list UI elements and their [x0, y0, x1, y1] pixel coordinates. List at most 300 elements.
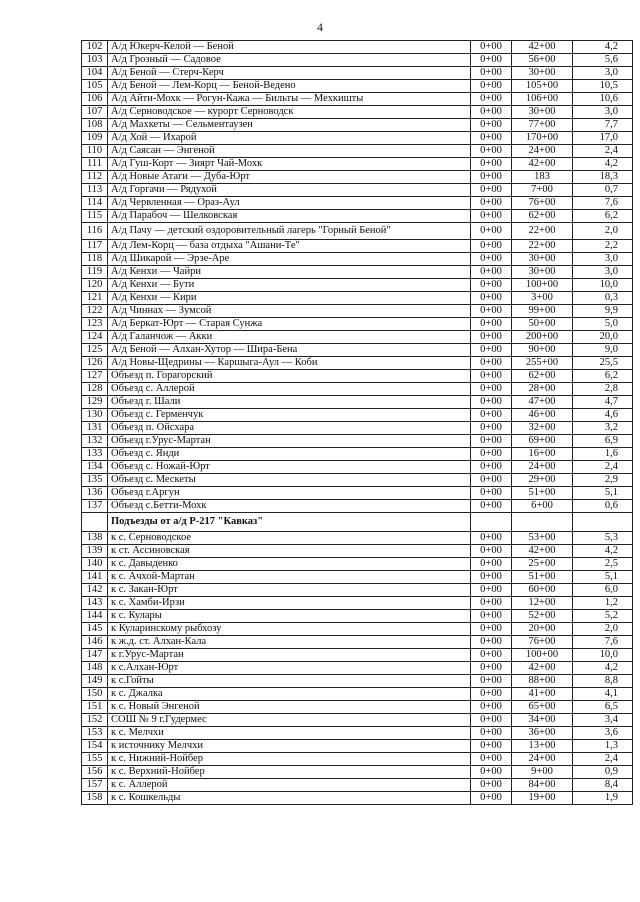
length-km: 4,6 [573, 409, 633, 422]
end-km: 170+00 [512, 132, 573, 145]
length-km: 2,9 [573, 474, 633, 487]
table-row [82, 370, 633, 383]
table-row [82, 93, 633, 106]
road-name: А/д Шикарой — Эрзе-Аре [108, 253, 471, 266]
road-name: к Куларинскому рыбхозу [108, 623, 471, 636]
end-km: 25+00 [512, 558, 573, 571]
road-name: А/д Махкеты — Сельментаузен [108, 119, 471, 132]
road-name: к с. Закан-Юрт [108, 584, 471, 597]
road-name: к с.Гойты [108, 675, 471, 688]
road-name: к источнику Мелчхи [108, 740, 471, 753]
row-number: 139 [82, 545, 108, 558]
end-km: 105+00 [512, 80, 573, 93]
row-number: 141 [82, 571, 108, 584]
road-name: А/д Горгачи — Рядухой [108, 184, 471, 197]
length-km: 8,4 [573, 779, 633, 792]
end-km: 53+00 [512, 532, 573, 545]
start-km: 0+00 [471, 158, 512, 171]
length-km: 0,7 [573, 184, 633, 197]
row-number: 135 [82, 474, 108, 487]
road-name: к с. Серноводское [108, 532, 471, 545]
start-km: 0+00 [471, 448, 512, 461]
end-km: 9+00 [512, 766, 573, 779]
row-number: 124 [82, 331, 108, 344]
road-name: к с. Давыденко [108, 558, 471, 571]
end-km: 56+00 [512, 54, 573, 67]
table-row [82, 779, 633, 792]
length-km: 9,0 [573, 344, 633, 357]
road-name: к с. Джалка [108, 688, 471, 701]
length-km: 7,6 [573, 197, 633, 210]
end-km: 84+00 [512, 779, 573, 792]
road-name: А/д Галанчож — Акки [108, 331, 471, 344]
road-name: А/д Беной — Лем-Корц — Беной-Ведено [108, 80, 471, 93]
end-km: 100+00 [512, 279, 573, 292]
table-row [82, 500, 633, 513]
length-km: 9,9 [573, 305, 633, 318]
row-number: 158 [82, 792, 108, 805]
table-body-approaches [82, 532, 633, 805]
start-km: 0+00 [471, 766, 512, 779]
end-km: 42+00 [512, 41, 573, 54]
end-km: 46+00 [512, 409, 573, 422]
length-km: 5,1 [573, 487, 633, 500]
end-km: 16+00 [512, 448, 573, 461]
start-km: 0+00 [471, 500, 512, 513]
row-number: 128 [82, 383, 108, 396]
table-row [82, 584, 633, 597]
table-row [82, 318, 633, 331]
table-row [82, 132, 633, 145]
length-km: 4,2 [573, 545, 633, 558]
row-number: 138 [82, 532, 108, 545]
end-km: 34+00 [512, 714, 573, 727]
end-km: 24+00 [512, 461, 573, 474]
table-row [82, 792, 633, 805]
length-km: 3,4 [573, 714, 633, 727]
road-name: А/д Новые Атаги — Дуба-Юрт [108, 171, 471, 184]
table-row [82, 649, 633, 662]
length-km: 1,3 [573, 740, 633, 753]
road-name: А/д Пачу — детский оздоровительный лагерь "Горный Беной" [108, 223, 471, 240]
end-km: 36+00 [512, 727, 573, 740]
end-km: 42+00 [512, 545, 573, 558]
row-number: 104 [82, 67, 108, 80]
road-name: Объезд с. Аллерой [108, 383, 471, 396]
road-name: к с. Хамби-Ирзи [108, 597, 471, 610]
row-number: 133 [82, 448, 108, 461]
table-row [82, 240, 633, 253]
page-number: 4 [317, 20, 323, 34]
length-km: 6,2 [573, 370, 633, 383]
start-km: 0+00 [471, 67, 512, 80]
table-row [82, 675, 633, 688]
row-number: 156 [82, 766, 108, 779]
section-from-cell [471, 513, 512, 532]
row-number: 114 [82, 197, 108, 210]
table-row [82, 753, 633, 766]
start-km: 0+00 [471, 197, 512, 210]
length-km: 4,2 [573, 662, 633, 675]
road-name: А/д Кенхи — Кири [108, 292, 471, 305]
road-name: А/д Грозный — Садовое [108, 54, 471, 67]
row-number: 131 [82, 422, 108, 435]
end-km: 69+00 [512, 435, 573, 448]
start-km: 0+00 [471, 701, 512, 714]
table-row [82, 253, 633, 266]
length-km: 6,9 [573, 435, 633, 448]
end-km: 255+00 [512, 357, 573, 370]
start-km: 0+00 [471, 119, 512, 132]
end-km: 183 [512, 171, 573, 184]
row-number: 112 [82, 171, 108, 184]
row-number: 145 [82, 623, 108, 636]
length-km: 4,7 [573, 396, 633, 409]
road-name: А/д Кенхи — Чайри [108, 266, 471, 279]
table-row [82, 714, 633, 727]
end-km: 30+00 [512, 67, 573, 80]
start-km: 0+00 [471, 266, 512, 279]
road-name: к ж.д. ст. Алхан-Кала [108, 636, 471, 649]
end-km: 19+00 [512, 792, 573, 805]
start-km: 0+00 [471, 344, 512, 357]
table-row [82, 67, 633, 80]
end-km: 6+00 [512, 500, 573, 513]
road-name: к с. Новый Энгеной [108, 701, 471, 714]
row-number: 152 [82, 714, 108, 727]
row-number: 122 [82, 305, 108, 318]
end-km: 106+00 [512, 93, 573, 106]
table-row [82, 487, 633, 500]
row-number: 142 [82, 584, 108, 597]
start-km: 0+00 [471, 318, 512, 331]
road-name: А/д Чиннах — Зумсой [108, 305, 471, 318]
section-row [82, 513, 633, 532]
row-number: 107 [82, 106, 108, 119]
row-number: 102 [82, 41, 108, 54]
row-number: 120 [82, 279, 108, 292]
table-row [82, 171, 633, 184]
start-km: 0+00 [471, 171, 512, 184]
length-km: 0,3 [573, 292, 633, 305]
start-km: 0+00 [471, 210, 512, 223]
end-km: 20+00 [512, 623, 573, 636]
row-number: 137 [82, 500, 108, 513]
start-km: 0+00 [471, 740, 512, 753]
length-km: 2,5 [573, 558, 633, 571]
length-km: 17,0 [573, 132, 633, 145]
start-km: 0+00 [471, 370, 512, 383]
start-km: 0+00 [471, 688, 512, 701]
start-km: 0+00 [471, 357, 512, 370]
row-number: 125 [82, 344, 108, 357]
end-km: 22+00 [512, 240, 573, 253]
road-name: А/д Айти-Мохк — Рогун-Кажа — Бильты — Мехкишты [108, 93, 471, 106]
length-km: 2,8 [573, 383, 633, 396]
start-km: 0+00 [471, 132, 512, 145]
length-km: 18,3 [573, 171, 633, 184]
table-row [82, 688, 633, 701]
row-number: 150 [82, 688, 108, 701]
end-km: 12+00 [512, 597, 573, 610]
table-row [82, 435, 633, 448]
road-name: к с. Нижний-Нойбер [108, 753, 471, 766]
table-row [82, 106, 633, 119]
row-number: 106 [82, 93, 108, 106]
table-row [82, 279, 633, 292]
road-name: Объезд с. Герменчук [108, 409, 471, 422]
road-name: А/д Парабоч — Шелковская [108, 210, 471, 223]
start-km: 0+00 [471, 253, 512, 266]
length-km: 5,6 [573, 54, 633, 67]
row-number: 154 [82, 740, 108, 753]
start-km: 0+00 [471, 714, 512, 727]
start-km: 0+00 [471, 240, 512, 253]
table-row [82, 357, 633, 370]
length-km: 7,7 [573, 119, 633, 132]
length-km: 6,2 [573, 210, 633, 223]
end-km: 62+00 [512, 210, 573, 223]
end-km: 76+00 [512, 636, 573, 649]
row-number: 147 [82, 649, 108, 662]
row-number: 144 [82, 610, 108, 623]
road-name: А/д Беркат-Юрт — Старая Сунжа [108, 318, 471, 331]
length-km: 1,6 [573, 448, 633, 461]
row-number: 111 [82, 158, 108, 171]
road-name: Объезд с.Бетти-Мохк [108, 500, 471, 513]
end-km: 76+00 [512, 197, 573, 210]
table-row [82, 41, 633, 54]
start-km: 0+00 [471, 106, 512, 119]
road-name: А/д Юкерч-Келой — Беной [108, 41, 471, 54]
end-km: 41+00 [512, 688, 573, 701]
start-km: 0+00 [471, 223, 512, 240]
road-name: Объезд с. Ножай-Юрт [108, 461, 471, 474]
row-number: 130 [82, 409, 108, 422]
end-km: 99+00 [512, 305, 573, 318]
row-number: 132 [82, 435, 108, 448]
length-km: 2,0 [573, 623, 633, 636]
row-number: 105 [82, 80, 108, 93]
road-name: Объезд с. Янди [108, 448, 471, 461]
table-row [82, 305, 633, 318]
end-km: 24+00 [512, 145, 573, 158]
table-row [82, 409, 633, 422]
length-km: 2,2 [573, 240, 633, 253]
end-km: 65+00 [512, 701, 573, 714]
length-km: 8,8 [573, 675, 633, 688]
road-name: Объезд г. Шали [108, 396, 471, 409]
start-km: 0+00 [471, 610, 512, 623]
row-number: 117 [82, 240, 108, 253]
row-number: 108 [82, 119, 108, 132]
table-row [82, 223, 633, 240]
end-km: 32+00 [512, 422, 573, 435]
road-name: к с. Ачхой-Мартан [108, 571, 471, 584]
row-number: 129 [82, 396, 108, 409]
row-number: 103 [82, 54, 108, 67]
road-name: А/д Серноводское — курорт Серноводск [108, 106, 471, 119]
length-km: 3,2 [573, 422, 633, 435]
end-km: 30+00 [512, 106, 573, 119]
road-name: к с. Кулары [108, 610, 471, 623]
length-km: 2,4 [573, 461, 633, 474]
end-km: 47+00 [512, 396, 573, 409]
road-name: А/д Новы-Щедрины — Каршыга-Аул — Коби [108, 357, 471, 370]
start-km: 0+00 [471, 487, 512, 500]
row-number: 118 [82, 253, 108, 266]
road-name: Объезд п. Ойсхара [108, 422, 471, 435]
length-km: 5,3 [573, 532, 633, 545]
length-km: 6,0 [573, 584, 633, 597]
start-km: 0+00 [471, 792, 512, 805]
row-number: 127 [82, 370, 108, 383]
section-len-cell [573, 513, 633, 532]
row-number: 143 [82, 597, 108, 610]
end-km: 51+00 [512, 487, 573, 500]
row-number: 123 [82, 318, 108, 331]
length-km: 25,5 [573, 357, 633, 370]
length-km: 20,0 [573, 331, 633, 344]
table-body-section [82, 513, 633, 532]
start-km: 0+00 [471, 597, 512, 610]
length-km: 10,0 [573, 279, 633, 292]
table-row [82, 740, 633, 753]
road-name: СОШ № 9 г.Гудермес [108, 714, 471, 727]
length-km: 1,9 [573, 792, 633, 805]
length-km: 3,0 [573, 67, 633, 80]
start-km: 0+00 [471, 279, 512, 292]
end-km: 30+00 [512, 266, 573, 279]
start-km: 0+00 [471, 93, 512, 106]
section-title: Подъезды от а/д Р-217 "Кавказ" [108, 513, 471, 532]
road-name: к с. Кошкельды [108, 792, 471, 805]
table-row [82, 461, 633, 474]
row-number: 151 [82, 701, 108, 714]
table-row [82, 331, 633, 344]
table-row [82, 597, 633, 610]
end-km: 24+00 [512, 753, 573, 766]
start-km: 0+00 [471, 545, 512, 558]
start-km: 0+00 [471, 675, 512, 688]
length-km: 6,5 [573, 701, 633, 714]
table-row [82, 766, 633, 779]
start-km: 0+00 [471, 41, 512, 54]
start-km: 0+00 [471, 584, 512, 597]
table-row [82, 448, 633, 461]
length-km: 0,6 [573, 500, 633, 513]
end-km: 200+00 [512, 331, 573, 344]
table-row [82, 54, 633, 67]
end-km: 60+00 [512, 584, 573, 597]
row-number: 149 [82, 675, 108, 688]
length-km: 3,0 [573, 106, 633, 119]
table-row [82, 383, 633, 396]
start-km: 0+00 [471, 662, 512, 675]
length-km: 4,2 [573, 41, 633, 54]
start-km: 0+00 [471, 292, 512, 305]
start-km: 0+00 [471, 474, 512, 487]
start-km: 0+00 [471, 727, 512, 740]
table-row [82, 623, 633, 636]
table-row [82, 158, 633, 171]
road-name: А/д Лем-Корц — база отдыха "Ашани-Те" [108, 240, 471, 253]
row-number: 134 [82, 461, 108, 474]
table-row [82, 197, 633, 210]
table-row [82, 119, 633, 132]
end-km: 52+00 [512, 610, 573, 623]
road-name: А/д Беной — Стерч-Керч [108, 67, 471, 80]
start-km: 0+00 [471, 396, 512, 409]
table-row [82, 266, 633, 279]
row-number: 126 [82, 357, 108, 370]
start-km: 0+00 [471, 331, 512, 344]
table-row [82, 145, 633, 158]
table-row [82, 210, 633, 223]
table-row [82, 558, 633, 571]
road-name: к с. Аллерой [108, 779, 471, 792]
row-number: 109 [82, 132, 108, 145]
row-number: 119 [82, 266, 108, 279]
road-name: Объезд г.Аргун [108, 487, 471, 500]
end-km: 28+00 [512, 383, 573, 396]
length-km: 4,1 [573, 688, 633, 701]
end-km: 77+00 [512, 119, 573, 132]
table-row [82, 636, 633, 649]
end-km: 22+00 [512, 223, 573, 240]
length-km: 10,5 [573, 80, 633, 93]
road-name: А/д Червленная — Ораз-Аул [108, 197, 471, 210]
roads-table [81, 40, 633, 805]
row-number: 155 [82, 753, 108, 766]
end-km: 42+00 [512, 662, 573, 675]
end-km: 51+00 [512, 571, 573, 584]
road-name: А/д Хой — Ихарой [108, 132, 471, 145]
table-row [82, 727, 633, 740]
length-km: 3,0 [573, 266, 633, 279]
start-km: 0+00 [471, 409, 512, 422]
end-km: 7+00 [512, 184, 573, 197]
end-km: 13+00 [512, 740, 573, 753]
start-km: 0+00 [471, 305, 512, 318]
start-km: 0+00 [471, 435, 512, 448]
road-name: к г.Урус-Мартан [108, 649, 471, 662]
end-km: 50+00 [512, 318, 573, 331]
table-body-main [82, 41, 633, 513]
table-row [82, 474, 633, 487]
row-number: 148 [82, 662, 108, 675]
length-km: 0,9 [573, 766, 633, 779]
road-name: к ст. Ассиновская [108, 545, 471, 558]
row-number: 121 [82, 292, 108, 305]
length-km: 5,1 [573, 571, 633, 584]
start-km: 0+00 [471, 649, 512, 662]
length-km: 2,4 [573, 145, 633, 158]
road-name: к с. Мелчхи [108, 727, 471, 740]
length-km: 5,2 [573, 610, 633, 623]
start-km: 0+00 [471, 54, 512, 67]
road-name: А/д Гуш-Корт — Зиярт Чай-Мохк [108, 158, 471, 171]
table-row [82, 545, 633, 558]
road-name: Объезд с. Мескеты [108, 474, 471, 487]
start-km: 0+00 [471, 623, 512, 636]
start-km: 0+00 [471, 532, 512, 545]
table-row [82, 422, 633, 435]
road-name: А/д Саясан — Энгеной [108, 145, 471, 158]
row-number: 140 [82, 558, 108, 571]
row-number: 110 [82, 145, 108, 158]
table-row [82, 184, 633, 197]
